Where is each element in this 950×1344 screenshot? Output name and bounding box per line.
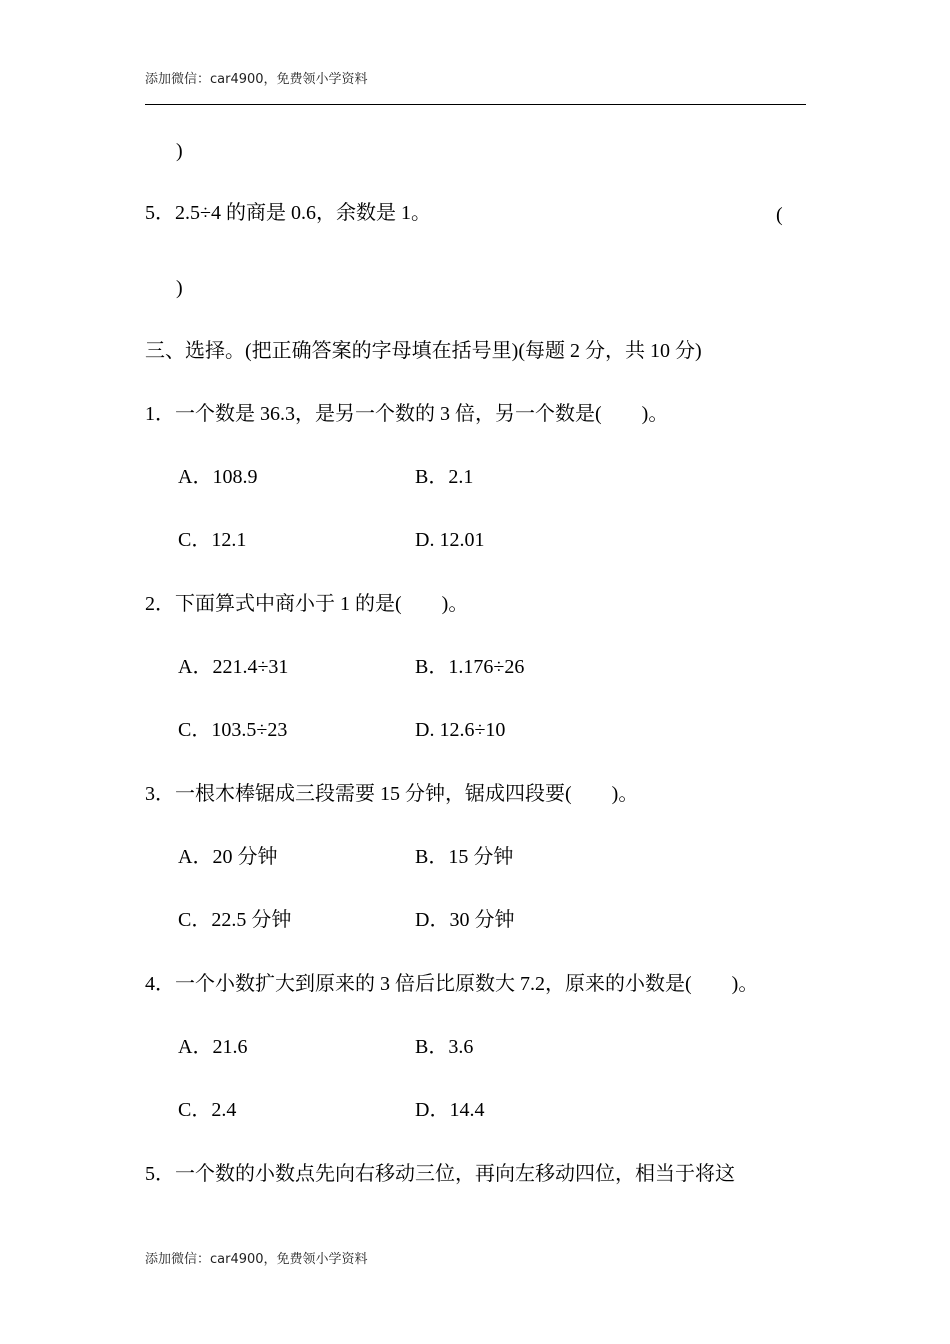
judgement-q5-close-paren: )	[176, 277, 183, 299]
choice-q4-option-d: D．14.4	[415, 1099, 485, 1121]
judgement-q4-close-paren: )	[176, 140, 183, 162]
choice-q1-option-a: A．108.9	[178, 466, 258, 488]
section-choice-heading: 三、选择。(把正确答案的字母填在括号里)(每题 2 分，共 10 分)	[145, 340, 702, 362]
choice-q4-option-c: C．2.4	[178, 1099, 237, 1121]
choice-q2-option-d: D. 12.6÷10	[415, 719, 506, 741]
choice-q2-option-b: B．1.176÷26	[415, 656, 525, 678]
footer-watermark-note: 添加微信：car4900，免费领小学资料	[145, 1252, 368, 1267]
choice-q4-option-b: B．3.6	[415, 1036, 474, 1058]
choice-q1-option-b: B．2.1	[415, 466, 474, 488]
choice-q3-stem: 3．一根木棒锯成三段需要 15 分钟，锯成四段要( )。	[145, 783, 639, 805]
judgement-q5-text: 5．2.5÷4 的商是 0.6，余数是 1。	[145, 202, 431, 224]
choice-q4-stem: 4．一个小数扩大到原来的 3 倍后比原数大 7.2，原来的小数是( )。	[145, 973, 759, 995]
choice-q1-option-d: D. 12.01	[415, 529, 485, 551]
header-divider	[145, 104, 806, 105]
choice-q3-option-a: A．20 分钟	[178, 846, 278, 868]
choice-q2-stem: 2．下面算式中商小于 1 的是( )。	[145, 593, 469, 615]
choice-q2-option-a: A．221.4÷31	[178, 656, 289, 678]
choice-q1-stem: 1．一个数是 36.3，是另一个数的 3 倍，另一个数是( )。	[145, 403, 669, 425]
choice-q3-option-b: B．15 分钟	[415, 846, 514, 868]
choice-q3-option-c: C．22.5 分钟	[178, 909, 292, 931]
choice-q4-option-a: A．21.6	[178, 1036, 248, 1058]
choice-q2-option-c: C．103.5÷23	[178, 719, 288, 741]
choice-q1-option-c: C．12.1	[178, 529, 247, 551]
choice-q3-option-d: D．30 分钟	[415, 909, 515, 931]
judgement-q5-open-paren: (	[776, 204, 783, 226]
choice-q5-stem: 5．一个数的小数点先向右移动三位，再向左移动四位，相当于将这	[145, 1163, 735, 1185]
header-watermark-note: 添加微信：car4900，免费领小学资料	[145, 72, 368, 87]
